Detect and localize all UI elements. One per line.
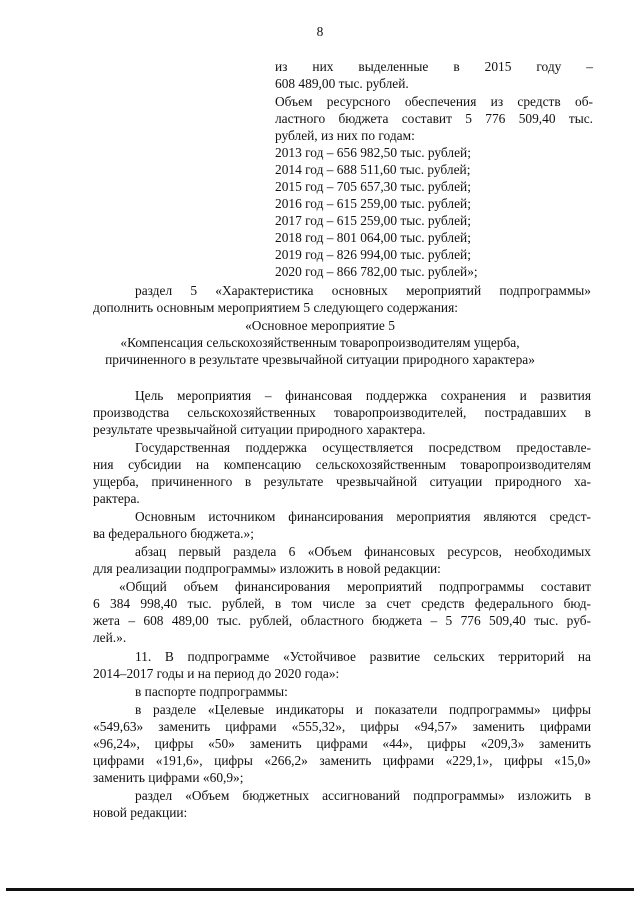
- text-line: Объем ресурсного обеспечения из средств об-: [275, 94, 593, 109]
- text-line: 11. В подпрограмме «Устойчивое развитие сельских территорий на: [135, 649, 591, 664]
- text-line: Цель мероприятия – финансовая поддержка сохранения и развития: [135, 388, 591, 403]
- section-heading: причиненного в результате чрезвычайной ситуации природного характера»: [105, 352, 535, 367]
- text-line: ластного бюджета составит 5 776 509,40 тыс.: [275, 111, 593, 126]
- text-line: 2019 год – 826 994,00 тыс. рублей;: [275, 247, 471, 262]
- text-line: 6 384 998,40 тыс. рублей, в том числе за счет средств федерального бюд-: [93, 596, 591, 611]
- text-line: ущерба, причиненного в результате чрезвычайной ситуации природного ха-: [93, 474, 591, 489]
- text-line: 2016 год – 615 259,00 тыс. рублей;: [275, 196, 471, 211]
- page-number: 8: [316, 24, 324, 39]
- text-line: 2014 год – 688 511,60 тыс. рублей;: [275, 162, 471, 177]
- text-line: «549,63» заменить цифрами «555,32», цифры «94,57» заменить цифрами: [93, 719, 591, 734]
- text-line: заменить цифрами «60,9»;: [93, 770, 244, 785]
- text-line: дополнить основным мероприятием 5 следующего содержания:: [93, 300, 458, 315]
- text-line: для реализации подпрограммы» изложить в новой редакции:: [93, 561, 441, 576]
- text-line: 608 489,00 тыс. рублей.: [275, 76, 409, 91]
- text-line: 2020 год – 866 782,00 тыс. рублей»;: [275, 264, 478, 279]
- text-line: из них выделенные в 2015 году –: [275, 59, 593, 74]
- text-line: абзац первый раздела 6 «Объем финансовых ресурсов, необходимых: [135, 544, 591, 559]
- bottom-rule: [6, 888, 634, 891]
- text-line: Государственная поддержка осуществляется посредством предоставле-: [135, 440, 591, 455]
- text-line: 2017 год – 615 259,00 тыс. рублей;: [275, 213, 471, 228]
- text-line: рублей, из них по годам:: [275, 128, 415, 143]
- text-line: 2018 год – 801 064,00 тыс. рублей;: [275, 230, 471, 245]
- section-heading: «Основное мероприятие 5: [245, 318, 395, 333]
- text-line: 2015 год – 705 657,30 тыс. рублей;: [275, 179, 471, 194]
- text-line: «Общий объем финансирования мероприятий подпрограммы составит: [119, 579, 591, 594]
- text-line: цифрами «191,6», цифры «266,2» заменить цифрами «229,1», цифры «15,0»: [93, 753, 591, 768]
- text-line: производства сельскохозяйственных товаропроизводителей, пострадавших в: [93, 405, 591, 420]
- text-line: рактера.: [93, 491, 140, 506]
- text-line: жета – 608 489,00 тыс. рублей, областного бюджета – 5 776 509,40 тыс. руб-: [93, 613, 591, 628]
- section-heading: «Компенсация сельскохозяйственным товаропроизводителям ущерба,: [120, 335, 520, 350]
- text-line: результате чрезвычайной ситуации природного характера.: [93, 422, 426, 437]
- text-line: раздел 5 «Характеристика основных мероприятий подпрограммы»: [135, 283, 591, 298]
- text-line: ния субсидии на компенсацию сельскохозяйственным товаропроизводителям: [93, 457, 591, 472]
- text-line: лей.».: [93, 630, 127, 645]
- text-line: ва федерального бюджета.»;: [93, 526, 254, 541]
- text-line: раздел «Объем бюджетных ассигнований подпрограммы» изложить в: [135, 788, 591, 803]
- text-line: новой редакции:: [93, 805, 188, 820]
- text-line: Основным источником финансирования мероприятия являются средст-: [135, 509, 591, 524]
- text-line: 2013 год – 656 982,50 тыс. рублей;: [275, 145, 471, 160]
- text-line: в паспорте подпрограммы:: [135, 684, 288, 699]
- text-line: в разделе «Целевые индикаторы и показатели подпрограммы» цифры: [135, 702, 591, 717]
- text-line: 2014–2017 годы и на период до 2020 года»:: [93, 666, 340, 681]
- text-line: «96,24», цифры «50» заменить цифрами «44», цифры «209,3» заменить: [93, 736, 591, 751]
